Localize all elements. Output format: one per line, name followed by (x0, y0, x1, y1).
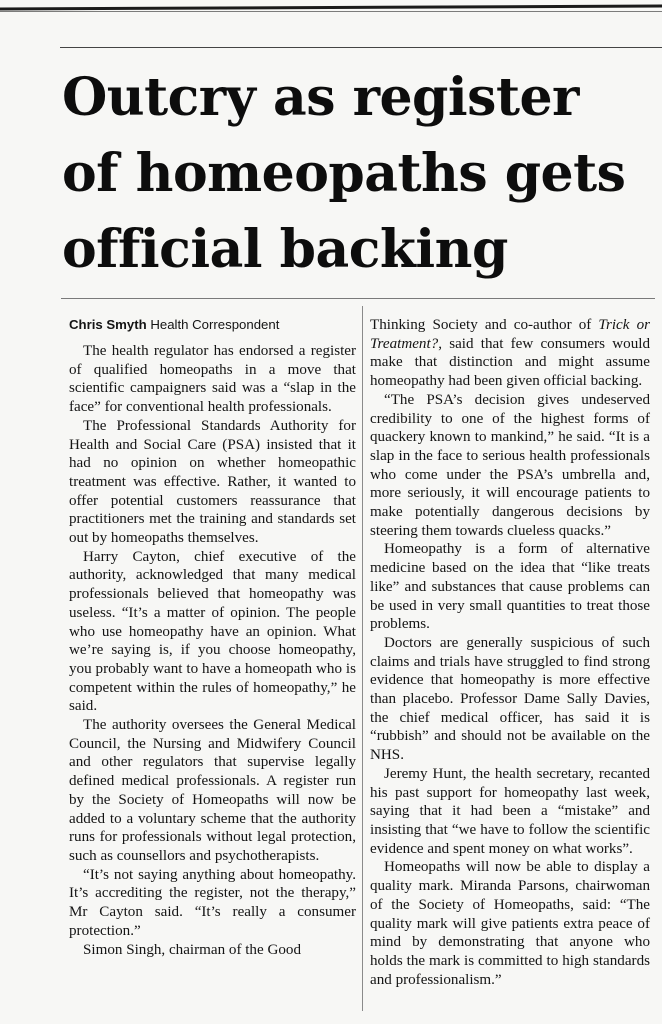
paragraph: Homeopaths will now be able to display a quality mark. Miranda Parsons, chairwoman of the Society of Homeopaths, said: “The quality mark will give patients extra peace of mind by demonstrating that anyone who holds the mark is committed to high standards and professionalism.” (370, 859, 650, 988)
article-column-right (370, 316, 650, 989)
page-top-rule-thin (0, 11, 662, 12)
headline-top-rule (60, 47, 662, 48)
headline-line-1: Outcry as register (62, 67, 579, 128)
lead-prefix: Thinking Society and co-author of (370, 317, 599, 333)
book-title: Trick or Treatment? (370, 317, 650, 352)
byline (69, 316, 356, 334)
column-divider (362, 306, 363, 1011)
paragraph: “The PSA’s decision gives undeserved credibility to one of the highest forms of quackery known to mankind,” he said. “It is a slap in the face to serious health professionals who come under the PSA’s umbrella and, more seriously, it will encourage patients to make potentially dangerous decisions by steering them towards clueless quacks.” (370, 391, 650, 539)
byline-author: Chris Smyth (69, 317, 147, 332)
paragraph: Homeopathy is a form of alternative medicine based on the idea that “like treats like” and substances that cause problems can be used in very small quantities to treat those problems. (370, 541, 650, 633)
headline-separator (61, 298, 655, 299)
paragraph: Harry Cayton, chief executive of the authority, acknowledged that many medical professionals believed that homeopathy was useless. “It’s a matter of opinion. The people who use homeopathy have an opinion. What we’re saying is, if you choose homeopathy, you probably want to have a homeopath who is competent within the rules of homeopathy,” he said. (69, 548, 356, 715)
article-column-left (69, 316, 356, 959)
paragraph: The Professional Standards Authority for Health and Social Care (PSA) insisted that it had no opinion on whether homeopathic treatment was effective. Rather, it wanted to offer potential customers reassurance that practitioners met the training and standards set out by homeopaths themselves. (69, 417, 356, 547)
byline-role: Health Correspondent (150, 317, 280, 332)
paragraph: Simon Singh, chairman of the Good (83, 941, 301, 958)
page-top-rule (0, 5, 662, 11)
paragraph: Jeremy Hunt, the health secretary, recanted his past support for homeopathy last week, saying that it had been a “mistake” and insisting that “we have to follow the scientific evidence and spent money on what works”. (370, 765, 650, 857)
paragraph: “It’s not saying anything about homeopathy. It’s accrediting the register, not the therapy,” Mr Cayton said. “It’s really a consumer protection.” (69, 866, 356, 939)
headline-line-2: of homeopaths gets (62, 143, 626, 204)
paragraph: The health regulator has endorsed a register of qualified homeopaths in a move that scientific campaigners said was a “slap in the face” for conventional health professionals. (69, 343, 356, 416)
paragraph: Doctors are generally suspicious of such claims and trials have struggled to find strong evidence that homeopathy is more effective than placebo. Professor Dame Sally Davies, the chief medical officer, has said it is “rubbish” and should not be available on the NHS. (370, 634, 650, 764)
headline (62, 60, 652, 288)
lead-suffix: , said that few consumers would make that distinction and might assume homeopathy had been given official backing. (370, 335, 650, 390)
headline-line-3: official backing (62, 219, 508, 280)
paragraph-continued (370, 316, 650, 391)
paragraph: The authority oversees the General Medical Council, the Nursing and Midwifery Council and other regulators that supervise legally defined medical professionals. A register run by the Society of Homeopaths will now be added to a voluntary scheme that the authority runs for professionals without legal protection, such as counsellors and psychotherapists. (69, 717, 356, 864)
